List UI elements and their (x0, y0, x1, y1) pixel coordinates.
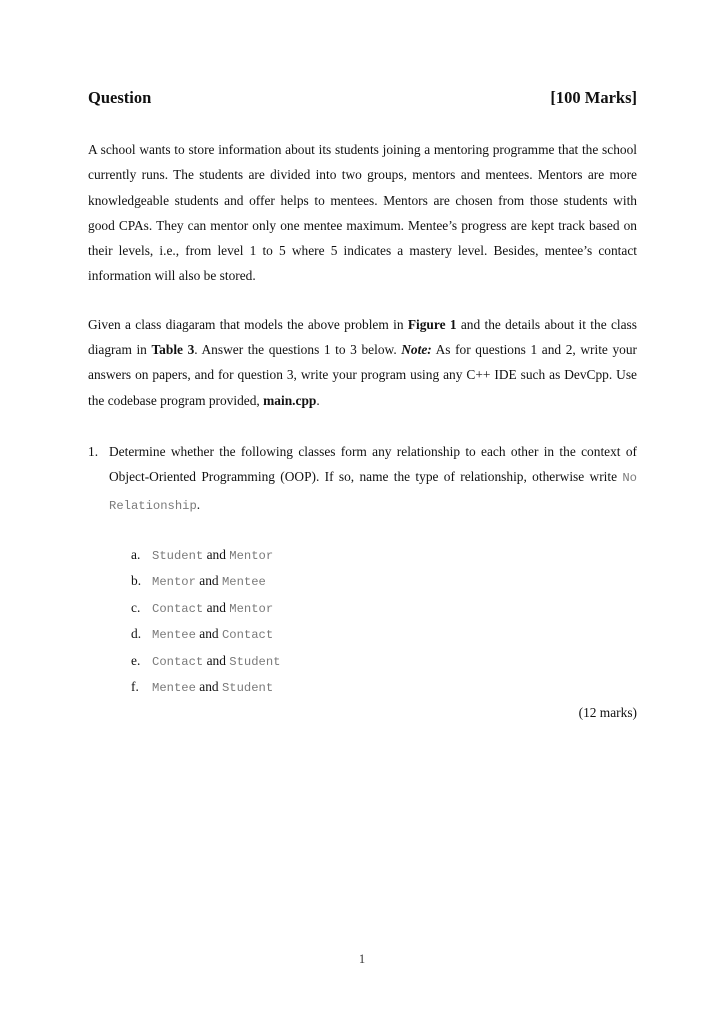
task-text-4: As for questions 1 and 2, write your answers on papers, and for question 3, write your program using any C++ IDE such as DevCpp. Use the codebase program provided, (88, 342, 637, 408)
intro-paragraph: A school wants to store information about its students joining a mentoring programme that the school currently runs. The students are divided into two groups, mentors and mentees. Mentors are more knowledgeable students and offer helps to mentees. Mentors are chosen from those students with good CPAs. They can mentor only one mentee maximum. Mentee’s progress are kept track based on their levels, i.e., from level 1 to 5 where 5 indicates a mastery level. Besides, mentee’s contact information will also be stored. (88, 142, 637, 284)
item-letter: e. (131, 652, 141, 668)
connector: and (206, 599, 226, 615)
class-name: Contact (152, 654, 204, 669)
question-header (88, 88, 637, 108)
class-pairs-list (131, 542, 280, 700)
figure-ref: Figure 1 (407, 316, 457, 332)
class-name: Student (152, 549, 204, 563)
class-name: Mentor (152, 575, 196, 590)
class-name: Mentee (152, 680, 196, 695)
table-ref: Table 3 (151, 342, 195, 358)
task-paragraph (88, 312, 637, 413)
total-marks: [100 Marks] (550, 88, 637, 107)
page-number: 1 (358, 952, 366, 966)
item-letter: a. (131, 547, 141, 562)
class-name: Mentor (229, 549, 274, 563)
connector: and (199, 573, 219, 589)
class-name: Student (229, 654, 281, 669)
list-item (131, 648, 280, 674)
task-text-2: and the details about it the class diagram in (88, 316, 637, 358)
question-end: . (196, 496, 201, 512)
connector: and (199, 626, 219, 642)
question-number: 1. (88, 443, 99, 459)
note-label: Note: (401, 342, 432, 358)
connector: and (206, 652, 226, 668)
class-name: Contact (152, 601, 204, 616)
list-item (131, 595, 280, 621)
codebase-filename: main.cpp (263, 392, 317, 408)
list-item (131, 621, 280, 647)
class-name: Mentee (221, 575, 266, 590)
question-1 (88, 439, 637, 519)
question-text: Determine whether the following classes form any relationship to each other in the context of Object-Oriented Programming (OOP). If so, name the type of relationship, otherwise write (109, 443, 637, 485)
list-item (131, 568, 280, 594)
item-letter: c. (131, 599, 141, 615)
connector: and (199, 678, 219, 694)
class-name: Contact (221, 628, 274, 643)
item-letter: d. (131, 626, 142, 642)
connector: and (206, 547, 226, 562)
item-letter: b. (131, 573, 142, 589)
document-page (88, 86, 637, 720)
task-text-1: Given a class diagaram that models the above problem in (88, 316, 408, 332)
list-item (131, 674, 280, 700)
class-name: Student (221, 680, 274, 695)
item-letter: f. (131, 678, 139, 694)
question-marks: (12 marks) (578, 705, 637, 720)
class-name: Mentee (152, 628, 196, 643)
question-title: Question (88, 88, 152, 107)
task-text-3: . Answer the questions 1 to 3 below. (194, 342, 402, 358)
task-text-5: . (316, 392, 320, 408)
no-relationship-code: No Relationship (109, 471, 637, 513)
class-name: Mentor (229, 601, 274, 616)
list-item (131, 542, 280, 568)
